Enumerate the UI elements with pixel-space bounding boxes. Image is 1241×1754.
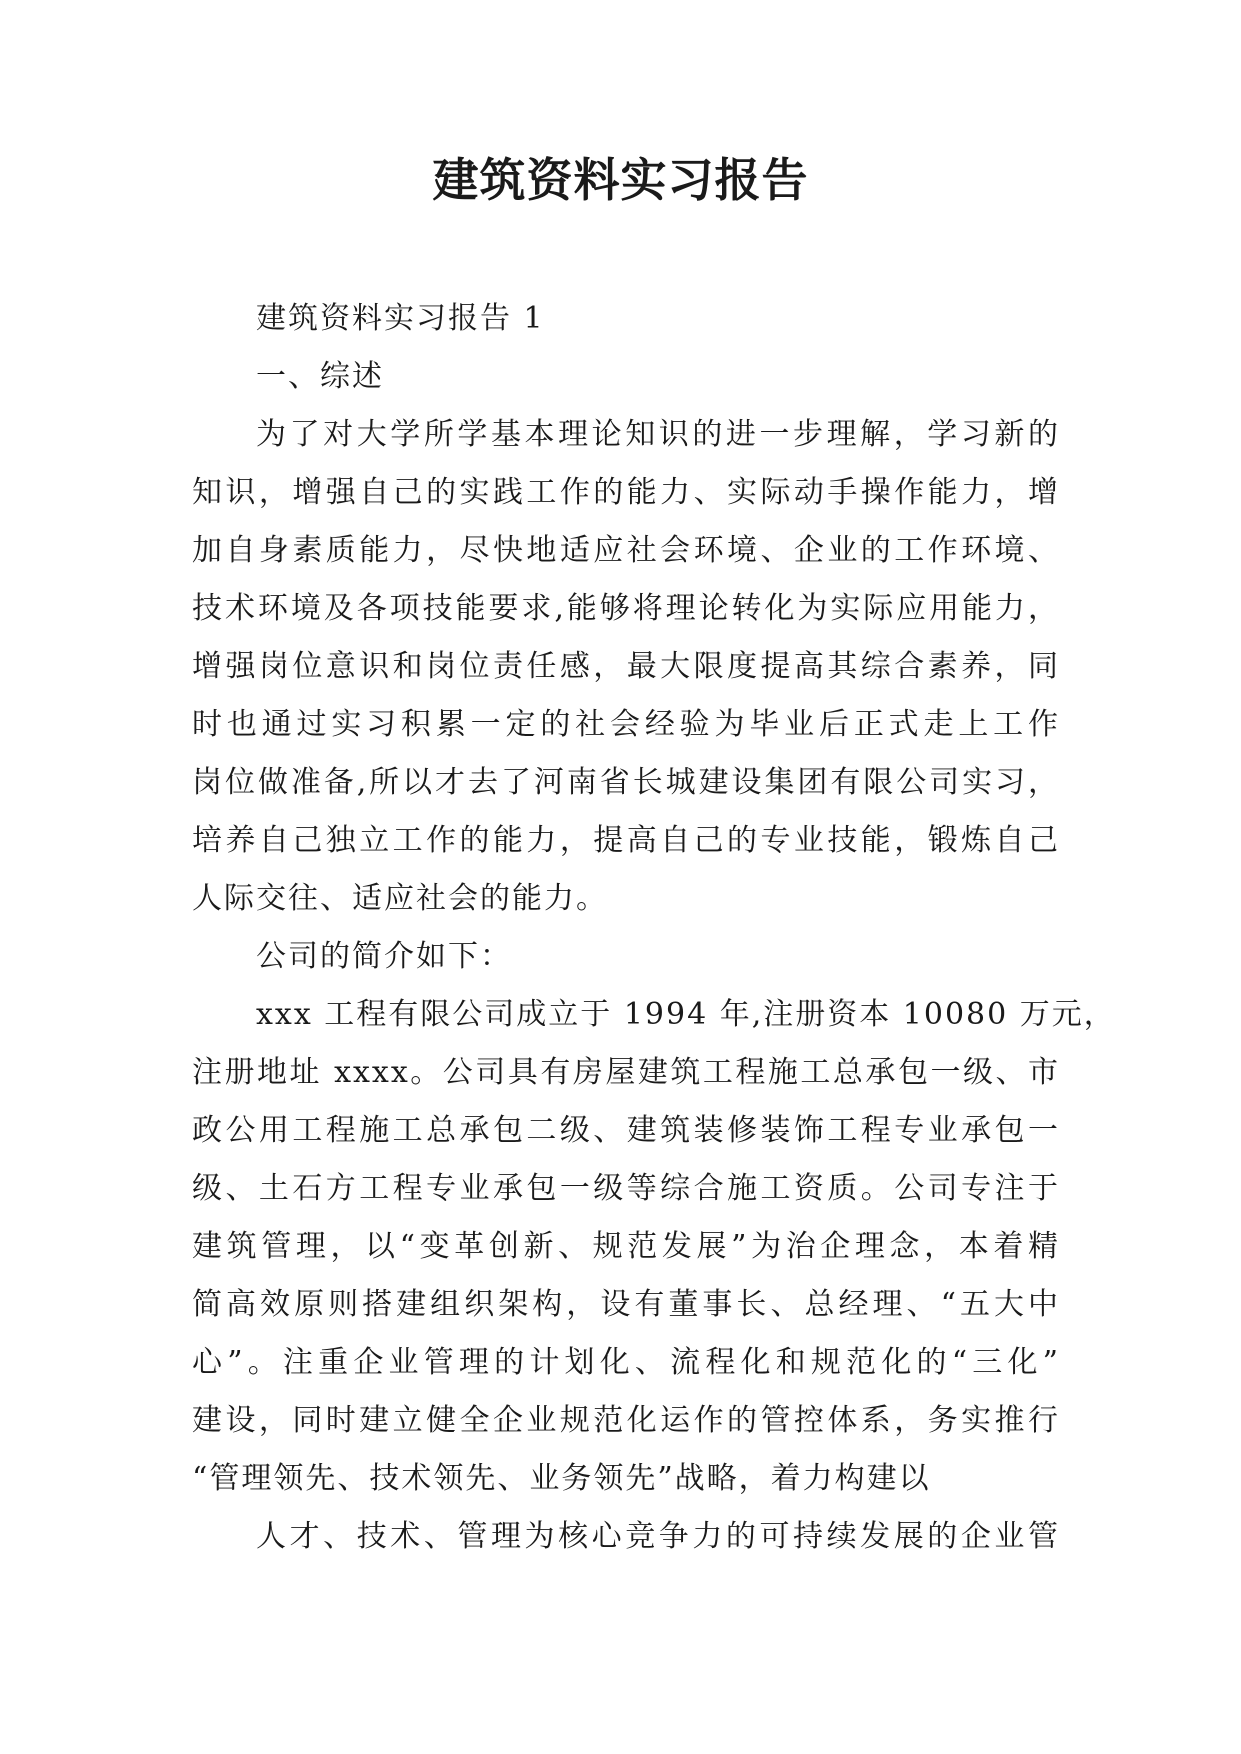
text-line: 注册地址 xxxx。公司具有房屋建筑工程施工总承包一级、市 xyxy=(192,1055,1060,1090)
text-line: 一、综述 xyxy=(256,359,384,394)
text-line: 建设，同时建立健全企业规范化运作的管控体系，务实推行 xyxy=(192,1403,1060,1438)
text-line: 时也通过实习积累一定的社会经验为毕业后正式走上工作 xyxy=(192,707,1060,742)
text-line: 知识，增强自己的实践工作的能力、实际动手操作能力，增 xyxy=(192,475,1060,510)
text-line: 心”。注重企业管理的计划化、流程化和规范化的“三化” xyxy=(192,1345,1060,1380)
text-line: 增强岗位意识和岗位责任感，最大限度提高其综合素养，同 xyxy=(192,649,1060,684)
document-body xyxy=(192,290,1116,1566)
text-line: 技术环境及各项技能要求,能够将理论转化为实际应用能力， xyxy=(192,591,1060,626)
text-line: 建筑资料实习报告 1 xyxy=(256,301,545,336)
text-line: 培养自己独立工作的能力，提高自己的专业技能，锻炼自己 xyxy=(192,823,1060,858)
text-line: “管理领先、技术领先、业务领先”战略，着力构建以 xyxy=(192,1461,931,1496)
document-title: 建筑资料实习报告 xyxy=(432,153,809,207)
text-line: 人才、技术、管理为核心竞争力的可持续发展的企业管 xyxy=(256,1519,1060,1554)
text-line: xxx 工程有限公司成立于 1994 年,注册资本 10080 万元， xyxy=(256,997,1116,1032)
text-line: 岗位做准备,所以才去了河南省长城建设集团有限公司实习， xyxy=(192,765,1060,800)
text-line: 级、土石方工程专业承包一级等综合施工资质。公司专注于 xyxy=(192,1171,1060,1206)
text-line: 建筑管理，以“变革创新、规范发展”为治企理念，本着精 xyxy=(192,1229,1060,1264)
text-line: 加自身素质能力，尽快地适应社会环境、企业的工作环境、 xyxy=(192,533,1060,568)
text-line: 简高效原则搭建组织架构，设有董事长、总经理、“五大中 xyxy=(192,1287,1060,1322)
text-line: 人际交往、适应社会的能力。 xyxy=(192,881,608,916)
text-line: 公司的简介如下： xyxy=(256,939,512,974)
text-line: 政公用工程施工总承包二级、建筑装修装饰工程专业承包一 xyxy=(192,1113,1060,1148)
text-line: 为了对大学所学基本理论知识的进一步理解，学习新的 xyxy=(256,417,1060,452)
